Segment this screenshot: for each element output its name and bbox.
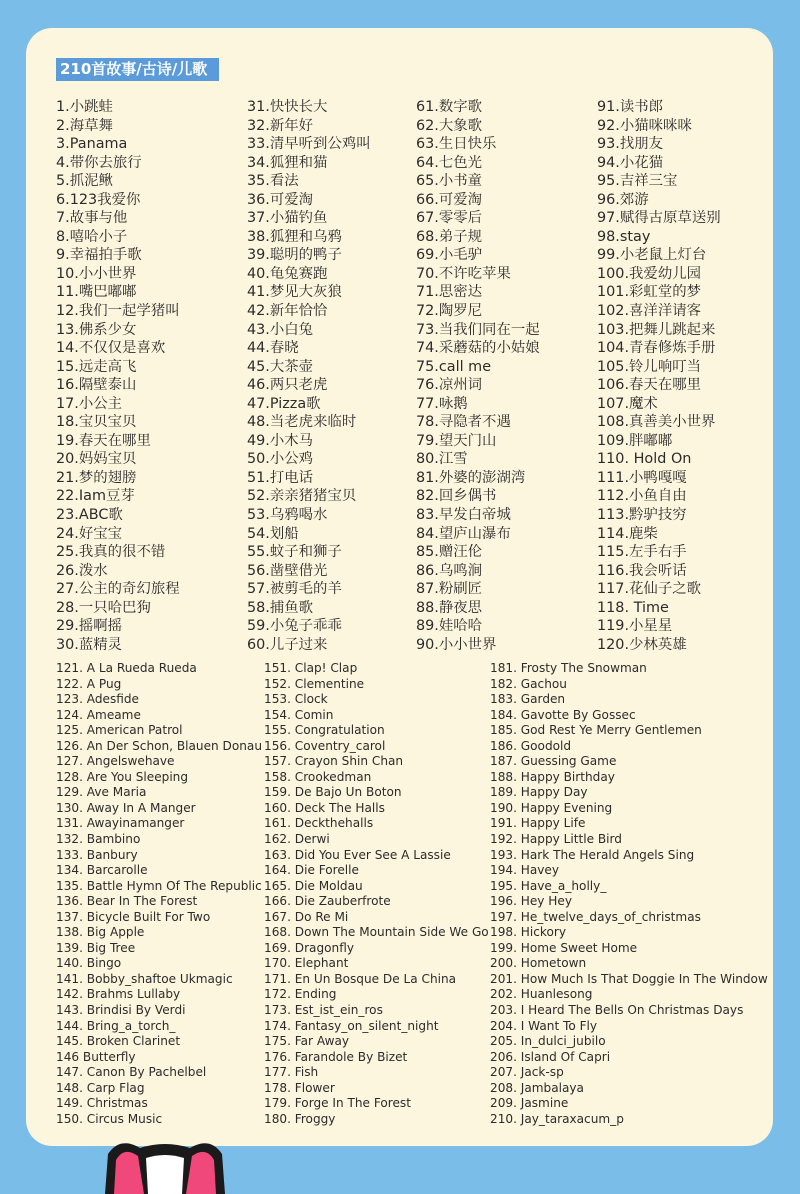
song-item: 143. Brindisi By Verdi: [56, 1003, 186, 1018]
song-item: 90.小小世界: [416, 636, 497, 653]
song-item: 25.我真的很不错: [56, 544, 166, 561]
song-item: 122. A Pug: [56, 676, 122, 691]
song-item: 43.小白兔: [247, 321, 314, 338]
song-item: 80.江雪: [416, 451, 468, 468]
song-item: 151. Clap! Clap: [264, 661, 358, 675]
song-item: 127. Angelswehave: [56, 754, 175, 769]
song-item: 99.小老鼠上灯台: [597, 247, 707, 264]
song-item: 79.望天门山: [416, 432, 497, 449]
song-item: 93.找朋友: [597, 136, 664, 153]
song-item: 146 Butterfly: [56, 1049, 136, 1064]
page-title: 210首故事/古诗/儿歌: [56, 58, 219, 81]
song-item: 20.妈妈宝贝: [56, 451, 137, 468]
song-item: 78.寻隐者不遇: [416, 414, 511, 431]
song-item: 5.抓泥鳅: [56, 173, 113, 190]
song-item: 70.不许吃苹果: [416, 265, 511, 282]
song-item: 166. Die Zauberfrote: [264, 894, 391, 909]
song-item: 142. Brahms Lullaby: [56, 987, 181, 1002]
song-item: 76.凉州词: [416, 377, 483, 394]
song-item: 57.被剪毛的羊: [247, 581, 342, 598]
song-item: 105.铃儿响叮当: [597, 358, 701, 375]
song-item: 29.摇啊摇: [56, 618, 123, 635]
song-item: 170. Elephant: [264, 956, 349, 971]
song-item: 62.大象歌: [416, 117, 483, 134]
song-item: 136. Bear In The Forest: [56, 894, 198, 909]
song-item: 109.胖嘟嘟: [597, 432, 673, 449]
song-item: 169. Dragonfly: [264, 940, 354, 955]
song-item: 180. Froggy: [264, 1111, 336, 1126]
song-item: 206. Island Of Capri: [490, 1049, 611, 1064]
song-item: 41.梦见大灰狼: [247, 284, 342, 301]
song-item: 39.聪明的鸭子: [247, 247, 342, 264]
song-item: 8.嘻哈小子: [56, 228, 128, 245]
song-item: 156. Coventry_carol: [264, 738, 386, 753]
song-item: 11.嘴巴嘟嘟: [56, 284, 137, 301]
song-item: 69.小毛驴: [416, 247, 483, 264]
song-item: 184. Gavotte By Gossec: [490, 707, 636, 722]
song-item: 183. Garden: [490, 692, 566, 707]
song-item: 71.思密达: [416, 284, 483, 301]
song-item: 160. Deck The Halls: [264, 800, 385, 815]
song-item: 198. Hickory: [490, 925, 566, 940]
song-item: 2.海草舞: [56, 117, 113, 134]
song-item: 171. En Un Bosque De La China: [264, 971, 457, 986]
song-item: 65.小书童: [416, 173, 483, 190]
song-item: 145. Broken Clarinet: [56, 1034, 181, 1049]
song-item: 81.外婆的澎湖湾: [416, 469, 526, 486]
song-item: 150. Circus Music: [56, 1111, 163, 1126]
song-item: 115.左手右手: [597, 544, 687, 561]
song-item: 22.Iam豆芽: [56, 488, 135, 505]
song-item: 132. Bambino: [56, 832, 141, 847]
song-item: 44.春晓: [247, 340, 299, 357]
song-item: 131. Awayinamanger: [56, 816, 185, 831]
song-item: 104.青春修炼手册: [597, 340, 716, 357]
song-item: 207. Jack-sp: [490, 1065, 564, 1080]
song-item: 126. An Der Schon, Blauen Donau: [56, 738, 263, 753]
song-item: 195. Have_a_holly_: [490, 878, 607, 893]
song-item: 40.龟兔赛跑: [247, 265, 328, 282]
song-item: 92.小猫咪咪咪: [597, 117, 692, 134]
song-item: 26.泼水: [56, 562, 108, 579]
song-item: 103.把舞儿跳起来: [597, 321, 716, 338]
song-item: 140. Bingo: [56, 956, 122, 971]
song-item: 193. Hark The Herald Angels Sing: [490, 847, 695, 862]
song-item: 165. Die Moldau: [264, 878, 363, 893]
song-item: 9.幸福拍手歌: [56, 247, 142, 264]
song-item: 42.新年恰恰: [247, 303, 328, 320]
cartoon-mascot-icon: [100, 1134, 230, 1194]
song-item: 182. Gachou: [490, 676, 567, 691]
song-item: 121. A La Rueda Rueda: [56, 661, 197, 675]
song-item: 137. Bicycle Built For Two: [56, 909, 211, 924]
song-item: 94.小花猫: [597, 154, 664, 171]
song-item: 175. Far Away: [264, 1034, 350, 1049]
song-item: 191. Happy Life: [490, 816, 586, 831]
song-item: 51.打电话: [247, 469, 314, 486]
song-item: 113.黔驴技穷: [597, 507, 687, 524]
song-item: 68.弟子规: [416, 228, 483, 245]
song-item: 203. I Heard The Bells On Christmas Days: [490, 1003, 744, 1018]
song-item: 19.春天在哪里: [56, 432, 151, 449]
song-item: 100.我爱幼儿园: [597, 265, 701, 282]
song-item: 84.望庐山瀑布: [416, 525, 511, 542]
song-item: 74.采蘑菇的小姑娘: [416, 340, 540, 357]
song-item: 106.春天在哪里: [597, 377, 701, 394]
song-item: 23.ABC歌: [56, 507, 123, 524]
song-item: 179. Forge In The Forest: [264, 1096, 411, 1111]
song-item: 192. Happy Little Bird: [490, 832, 622, 847]
song-item: 202. Huanlesong: [490, 987, 593, 1002]
song-item: 149. Christmas: [56, 1096, 148, 1111]
song-item: 134. Barcarolle: [56, 863, 148, 878]
song-item: 120.少林英雄: [597, 636, 687, 653]
song-item: 174. Fantasy_on_silent_night: [264, 1018, 439, 1033]
song-item: 196. Hey Hey: [490, 894, 572, 909]
song-item: 63.生日快乐: [416, 136, 497, 153]
song-item: 186. Goodold: [490, 738, 572, 753]
song-item: 205. In_dulci_jubilo: [490, 1034, 606, 1049]
song-item: 197. He_twelve_days_of_christmas: [490, 909, 701, 924]
song-item: 141. Bobby_shaftoe Ukmagic: [56, 971, 233, 986]
song-item: 152. Clementine: [264, 676, 365, 691]
song-item: 164. Die Forelle: [264, 863, 359, 878]
song-item: 48.当老虎来临时: [247, 414, 357, 431]
chinese-song-column-3: [416, 98, 540, 654]
song-item: 53.乌鸦喝水: [247, 507, 328, 524]
song-item: 86.乌鸣涧: [416, 562, 483, 579]
song-item: 27.公主的奇幻旅程: [56, 581, 180, 598]
song-item: 130. Away In A Manger: [56, 800, 196, 815]
song-item: 119.小星星: [597, 618, 673, 635]
song-item: 82.回乡偶书: [416, 488, 497, 505]
song-item: 18.宝贝宝贝: [56, 414, 137, 431]
song-item: 181. Frosty The Snowman: [490, 661, 647, 675]
song-item: 163. Did You Ever See A Lassie: [264, 847, 451, 862]
song-item: 46.两只老虎: [247, 377, 328, 394]
song-item: 155. Congratulation: [264, 723, 385, 738]
song-item: 83.早发白帝城: [416, 507, 511, 524]
song-item: 4.带你去旅行: [56, 154, 142, 171]
song-item: 87.粉刷匠: [416, 581, 483, 598]
song-item: 124. Ameame: [56, 707, 141, 722]
song-item: 204. I Want To Fly: [490, 1018, 598, 1033]
song-item: 97.赋得古原草送别: [597, 210, 721, 227]
song-item: 158. Crookedman: [264, 769, 372, 784]
song-item: 148. Carp Flag: [56, 1080, 145, 1095]
song-item: 89.娃哈哈: [416, 618, 483, 635]
song-item: 6.123我爱你: [56, 191, 141, 208]
song-item: 10.小小世界: [56, 265, 137, 282]
song-item: 36.可爱淘: [247, 191, 314, 208]
song-item: 133. Banbury: [56, 847, 138, 862]
song-item: 33.清早听到公鸡叫: [247, 136, 371, 153]
english-song-column-3: [490, 661, 768, 1127]
song-item: 199. Home Sweet Home: [490, 940, 638, 955]
song-item: 50.小公鸡: [247, 451, 314, 468]
song-item: 31.快快长大: [247, 99, 328, 115]
song-item: 187. Guessing Game: [490, 754, 617, 769]
song-item: 13.佛系少女: [56, 321, 137, 338]
song-item: 153. Clock: [264, 692, 328, 707]
song-item: 64.七色光: [416, 154, 483, 171]
song-item: 32.新年好: [247, 117, 314, 134]
song-item: 188. Happy Birthday: [490, 769, 615, 784]
song-item: 125. American Patrol: [56, 723, 183, 738]
song-item: 138. Big Apple: [56, 925, 145, 940]
song-item: 47.Pizza歌: [247, 395, 321, 412]
song-item: 185. God Rest Ye Merry Gentlemen: [490, 723, 702, 738]
song-item: 101.彩虹堂的梦: [597, 284, 701, 301]
song-item: 135. Battle Hymn Of The Republic: [56, 878, 262, 893]
song-item: 159. De Bajo Un Boton: [264, 785, 402, 800]
song-item: 210. Jay_taraxacum_p: [490, 1111, 624, 1126]
song-item: 16.隔壁泰山: [56, 377, 137, 394]
song-item: 37.小猫钓鱼: [247, 210, 328, 227]
song-item: 108.真善美小世界: [597, 414, 716, 431]
song-item: 60.儿子过来: [247, 636, 328, 653]
song-item: 172. Ending: [264, 987, 337, 1002]
song-item: 75.call me: [416, 358, 492, 375]
english-song-column-1: [56, 661, 262, 1127]
song-item: 129. Ave Maria: [56, 785, 147, 800]
song-item: 176. Farandole By Bizet: [264, 1049, 408, 1064]
song-item: 21.梦的翅膀: [56, 469, 137, 486]
song-item: 116.我会听话: [597, 562, 687, 579]
song-item: 7.故事与他: [56, 210, 128, 227]
song-item: 96.郊游: [597, 191, 649, 208]
song-item: 30.蓝精灵: [56, 636, 123, 653]
song-item: 45.大茶壶: [247, 358, 314, 375]
song-item: 56.凿壁借光: [247, 562, 328, 579]
song-item: 139. Big Tree: [56, 940, 136, 955]
song-item: 190. Happy Evening: [490, 800, 613, 815]
song-item: 85.赠汪伦: [416, 544, 483, 561]
song-item: 49.小木马: [247, 432, 314, 449]
song-item: 118. Time: [597, 599, 669, 616]
song-item: 77.咏鹅: [416, 395, 468, 412]
song-item: 59.小兔子乖乖: [247, 618, 342, 635]
song-item: 161. Deckthehalls: [264, 816, 374, 831]
song-item: 34.狐狸和猫: [247, 154, 328, 171]
song-item: 144. Bring_a_torch_: [56, 1018, 176, 1033]
song-item: 128. Are You Sleeping: [56, 769, 189, 784]
song-item: 1.小跳蛙: [56, 99, 113, 115]
song-item: 209. Jasmine: [490, 1096, 569, 1111]
song-item: 35.看法: [247, 173, 299, 190]
song-item: 111.小鸭嘎嘎: [597, 469, 687, 486]
song-item: 114.鹿柴: [597, 525, 658, 542]
chinese-song-column-4: [597, 98, 721, 654]
song-item: 24.好宝宝: [56, 525, 123, 542]
song-item: 15.远走高飞: [56, 358, 137, 375]
song-item: 117.花仙子之歌: [597, 581, 701, 598]
song-item: 110. Hold On: [597, 451, 692, 468]
song-item: 173. Est_ist_ein_ros: [264, 1003, 383, 1018]
song-item: 12.我们一起学猪叫: [56, 303, 180, 320]
song-item: 177. Fish: [264, 1065, 319, 1080]
song-item: 189. Happy Day: [490, 785, 588, 800]
song-item: 66.可爱淘: [416, 191, 483, 208]
song-item: 67.零零后: [416, 210, 483, 227]
chinese-song-column-2: [247, 98, 371, 654]
song-item: 38.狐狸和乌鸦: [247, 228, 342, 245]
song-item: 208. Jambalaya: [490, 1080, 584, 1095]
song-item: 88.静夜思: [416, 599, 483, 616]
song-item: 147. Canon By Pachelbel: [56, 1065, 207, 1080]
song-item: 157. Crayon Shin Chan: [264, 754, 404, 769]
song-item: 3.Panama: [56, 136, 128, 153]
song-item: 72.陶罗尼: [416, 303, 483, 320]
song-item: 28.一只哈巴狗: [56, 599, 151, 616]
song-item: 123. Adesfide: [56, 692, 139, 707]
song-item: 54.划船: [247, 525, 299, 542]
song-item: 58.捕鱼歌: [247, 599, 314, 616]
song-item: 52.亲亲猪猪宝贝: [247, 488, 357, 505]
song-item: 55.蚊子和狮子: [247, 544, 342, 561]
song-item: 91.读书郎: [597, 99, 664, 115]
song-item: 14.不仅仅是喜欢: [56, 340, 166, 357]
song-item: 168. Down The Mountain Side We Go: [264, 925, 489, 940]
song-item: 167. Do Re Mi: [264, 909, 349, 924]
chinese-song-column-1: [56, 98, 180, 654]
song-item: 162. Derwi: [264, 832, 330, 847]
song-item: 178. Flower: [264, 1080, 335, 1095]
song-item: 194. Havey: [490, 863, 560, 878]
song-item: 102.喜洋洋请客: [597, 303, 701, 320]
song-item: 200. Hometown: [490, 956, 587, 971]
song-item: 73.当我们同在一起: [416, 321, 540, 338]
english-song-column-2: [264, 661, 489, 1127]
song-item: 98.stay: [597, 228, 651, 245]
song-item: 154. Comin: [264, 707, 334, 722]
song-item: 107.魔术: [597, 395, 658, 412]
song-item: 61.数字歌: [416, 99, 483, 115]
song-item: 201. How Much Is That Doggie In The Window: [490, 971, 768, 986]
song-item: 95.吉祥三宝: [597, 173, 678, 190]
song-item: 112.小鱼自由: [597, 488, 687, 505]
song-item: 17.小公主: [56, 395, 123, 412]
